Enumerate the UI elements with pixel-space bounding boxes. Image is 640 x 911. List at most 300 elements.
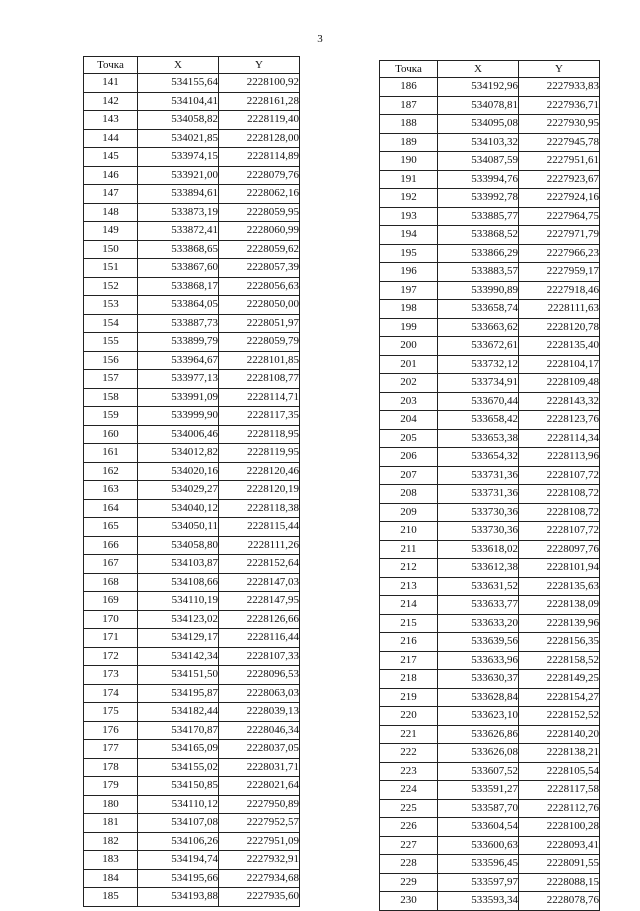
cell-y: 2228156,35 [519,633,600,652]
cell-x: 534078,81 [438,96,519,115]
table-row [380,873,600,892]
cell-y: 2228119,95 [219,444,300,463]
cell-y: 2228114,71 [219,388,300,407]
cell-x: 533731,36 [438,466,519,485]
table-row [84,333,300,352]
cell-point: 170 [84,610,138,629]
cell-point: 148 [84,203,138,222]
cell-point: 205 [380,429,438,448]
cell-x: 533883,57 [438,263,519,282]
table-row [380,596,600,615]
cell-y: 2228060,99 [219,222,300,241]
cell-y: 2228059,95 [219,203,300,222]
cell-point: 222 [380,744,438,763]
cell-point: 171 [84,629,138,648]
table-row [380,485,600,504]
cell-y: 2228050,00 [219,296,300,315]
table-row [380,337,600,356]
cell-x: 534123,02 [138,610,219,629]
cell-x: 533921,00 [138,166,219,185]
cell-point: 191 [380,170,438,189]
cell-x: 533663,62 [438,318,519,337]
cell-y: 2228037,05 [219,740,300,759]
cell-y: 2227933,83 [519,78,600,97]
table-header-row [84,57,300,74]
cell-point: 154 [84,314,138,333]
cell-point: 155 [84,333,138,352]
cell-point: 227 [380,836,438,855]
cell-x: 533885,77 [438,207,519,226]
cell-point: 161 [84,444,138,463]
cell-x: 533894,61 [138,185,219,204]
table-row [84,388,300,407]
table-row [84,444,300,463]
cell-x: 534107,08 [138,814,219,833]
table-row [84,721,300,740]
table-row [84,148,300,167]
cell-x: 534142,34 [138,647,219,666]
table-row [380,429,600,448]
table-row [380,725,600,744]
cell-x: 533964,67 [138,351,219,370]
table-row [84,555,300,574]
cell-x: 533653,38 [438,429,519,448]
cell-point: 225 [380,799,438,818]
cell-y: 2228118,38 [219,499,300,518]
cell-x: 533872,41 [138,222,219,241]
cell-point: 221 [380,725,438,744]
table-row [380,318,600,337]
cell-y: 2228093,41 [519,836,600,855]
cell-y: 2228031,71 [219,758,300,777]
table-row [380,226,600,245]
cell-point: 187 [380,96,438,115]
cell-y: 2228119,40 [219,111,300,130]
cell-point: 184 [84,869,138,888]
table-row [380,670,600,689]
cell-y: 2228111,63 [519,300,600,319]
cell-point: 226 [380,818,438,837]
cell-point: 185 [84,888,138,907]
table-row [84,462,300,481]
cell-point: 150 [84,240,138,259]
cell-point: 218 [380,670,438,689]
cell-x: 533607,52 [438,762,519,781]
cell-point: 212 [380,559,438,578]
cell-point: 198 [380,300,438,319]
cell-point: 165 [84,518,138,537]
cell-point: 168 [84,573,138,592]
cell-point: 194 [380,226,438,245]
cell-point: 209 [380,503,438,522]
cell-x: 534058,80 [138,536,219,555]
cell-x: 533631,52 [438,577,519,596]
table-row [380,836,600,855]
table-row [380,799,600,818]
cell-y: 2228056,63 [219,277,300,296]
cell-point: 153 [84,296,138,315]
table-row [380,207,600,226]
coordinates-table-right [379,60,600,911]
cell-y: 2228135,40 [519,337,600,356]
table-row [84,277,300,296]
table-row [380,448,600,467]
table-row [380,707,600,726]
cell-x: 533730,36 [438,522,519,541]
cell-x: 533868,65 [138,240,219,259]
cell-x: 533600,63 [438,836,519,855]
cell-y: 2227932,91 [219,851,300,870]
table-row [84,573,300,592]
cell-point: 176 [84,721,138,740]
cell-point: 219 [380,688,438,707]
cell-y: 2228109,48 [519,374,600,393]
cell-y: 2228118,95 [219,425,300,444]
cell-y: 2228062,16 [219,185,300,204]
cell-point: 163 [84,481,138,500]
cell-point: 215 [380,614,438,633]
cell-point: 141 [84,74,138,93]
cell-point: 193 [380,207,438,226]
cell-point: 202 [380,374,438,393]
cell-x: 533633,96 [438,651,519,670]
cell-y: 2228108,77 [219,370,300,389]
cell-y: 2228097,76 [519,540,600,559]
cell-y: 2228046,34 [219,721,300,740]
table-row [84,259,300,278]
cell-x: 533974,15 [138,148,219,167]
cell-y: 2227952,57 [219,814,300,833]
cell-point: 174 [84,684,138,703]
table-row [84,481,300,500]
cell-x: 533626,08 [438,744,519,763]
table-row [84,888,300,907]
table-row [84,703,300,722]
cell-y: 2228100,28 [519,818,600,837]
cell-point: 143 [84,111,138,130]
table-row [380,614,600,633]
cell-y: 2228108,72 [519,503,600,522]
cell-x: 534182,44 [138,703,219,722]
table-row [84,74,300,93]
cell-x: 533866,29 [438,244,519,263]
cell-y: 2228143,32 [519,392,600,411]
cell-y: 2228101,85 [219,351,300,370]
table-row [380,133,600,152]
cell-point: 206 [380,448,438,467]
cell-x: 534095,08 [438,115,519,134]
table-row [84,832,300,851]
table-row [84,758,300,777]
table-row [380,577,600,596]
cell-x: 533658,42 [438,411,519,430]
table-row [380,651,600,670]
cell-point: 180 [84,795,138,814]
cell-y: 2228063,03 [219,684,300,703]
cell-x: 534040,12 [138,499,219,518]
cell-x: 533991,09 [138,388,219,407]
table-row [380,244,600,263]
cell-x: 533899,79 [138,333,219,352]
cell-x: 533623,10 [438,707,519,726]
cell-y: 2227971,79 [519,226,600,245]
table-row [84,203,300,222]
table-row [380,152,600,171]
cell-y: 2228107,72 [519,466,600,485]
cell-point: 211 [380,540,438,559]
table-row [380,892,600,911]
cell-y: 2228138,21 [519,744,600,763]
cell-x: 534170,87 [138,721,219,740]
cell-point: 179 [84,777,138,796]
table-row [380,540,600,559]
cell-y: 2228123,76 [519,411,600,430]
cell-point: 224 [380,781,438,800]
cell-y: 2228112,76 [519,799,600,818]
cell-x: 533670,44 [438,392,519,411]
table-row [84,814,300,833]
table-row [84,777,300,796]
cell-y: 2228051,97 [219,314,300,333]
cell-point: 181 [84,814,138,833]
cell-x: 534108,66 [138,573,219,592]
cell-point: 213 [380,577,438,596]
cell-y: 2227930,95 [519,115,600,134]
table-row [380,744,600,763]
cell-y: 2228100,92 [219,74,300,93]
cell-point: 169 [84,592,138,611]
table-row [84,222,300,241]
cell-point: 188 [380,115,438,134]
table-row [84,684,300,703]
cell-y: 2228128,00 [219,129,300,148]
cell-point: 164 [84,499,138,518]
cell-x: 534165,09 [138,740,219,759]
cell-x: 534129,17 [138,629,219,648]
cell-y: 2227934,68 [219,869,300,888]
cell-x: 534193,88 [138,888,219,907]
cell-y: 2227924,16 [519,189,600,208]
cell-x: 533618,02 [438,540,519,559]
table-row [380,281,600,300]
cell-x: 533730,36 [438,503,519,522]
cell-x: 533612,38 [438,559,519,578]
cell-y: 2228154,27 [519,688,600,707]
cell-point: 220 [380,707,438,726]
cell-x: 533977,13 [138,370,219,389]
cell-y: 2228140,20 [519,725,600,744]
cell-y: 2228114,34 [519,429,600,448]
cell-point: 158 [84,388,138,407]
cell-x: 533994,76 [438,170,519,189]
cell-x: 534058,82 [138,111,219,130]
cell-y: 2228135,63 [519,577,600,596]
cell-x: 534110,19 [138,592,219,611]
table-row [84,536,300,555]
cell-y: 2228139,96 [519,614,600,633]
cell-y: 2228117,35 [219,407,300,426]
cell-y: 2228149,25 [519,670,600,689]
cell-x: 534050,11 [138,518,219,537]
cell-x: 533628,84 [438,688,519,707]
cell-point: 167 [84,555,138,574]
header-x: X [138,57,219,74]
table-row [84,296,300,315]
cell-point: 200 [380,337,438,356]
cell-x: 534106,26 [138,832,219,851]
cell-point: 145 [84,148,138,167]
cell-point: 217 [380,651,438,670]
cell-y: 2228120,78 [519,318,600,337]
table-row [380,559,600,578]
cell-x: 534155,64 [138,74,219,93]
table-row [84,869,300,888]
table-row [380,355,600,374]
cell-x: 533654,32 [438,448,519,467]
cell-y: 2227945,78 [519,133,600,152]
cell-x: 534150,85 [138,777,219,796]
cell-point: 186 [380,78,438,97]
cell-x: 534151,50 [138,666,219,685]
table-row [84,740,300,759]
table-row [84,666,300,685]
cell-point: 151 [84,259,138,278]
cell-point: 177 [84,740,138,759]
cell-x: 533999,90 [138,407,219,426]
cell-x: 534012,82 [138,444,219,463]
cell-point: 216 [380,633,438,652]
cell-x: 534192,96 [438,78,519,97]
table-row [84,629,300,648]
table-row [380,781,600,800]
table-header-row [380,61,600,78]
cell-y: 2228152,64 [219,555,300,574]
header-x: X [438,61,519,78]
cell-x: 533593,34 [438,892,519,911]
cell-point: 147 [84,185,138,204]
cell-x: 533626,86 [438,725,519,744]
cell-y: 2228138,09 [519,596,600,615]
cell-y: 2228088,15 [519,873,600,892]
cell-x: 533587,70 [438,799,519,818]
cell-y: 2228114,89 [219,148,300,167]
cell-point: 207 [380,466,438,485]
cell-x: 534087,59 [438,152,519,171]
table-row [84,166,300,185]
cell-point: 152 [84,277,138,296]
table-row [84,370,300,389]
cell-y: 2227964,75 [519,207,600,226]
table-row [380,189,600,208]
cell-x: 533734,91 [438,374,519,393]
cell-y: 2228158,52 [519,651,600,670]
cell-point: 203 [380,392,438,411]
table-row [84,518,300,537]
cell-y: 2228147,03 [219,573,300,592]
cell-y: 2227966,23 [519,244,600,263]
cell-x: 533992,78 [438,189,519,208]
header-y: Y [219,57,300,74]
cell-point: 229 [380,873,438,892]
table-row [84,240,300,259]
cell-point: 192 [380,189,438,208]
cell-point: 162 [84,462,138,481]
table-row [84,425,300,444]
cell-y: 2228161,28 [219,92,300,111]
cell-point: 173 [84,666,138,685]
cell-point: 160 [84,425,138,444]
table-row [380,374,600,393]
cell-x: 533731,36 [438,485,519,504]
table-row [380,115,600,134]
cell-y: 2228021,64 [219,777,300,796]
cell-x: 533630,37 [438,670,519,689]
cell-point: 199 [380,318,438,337]
header-point: Точка [380,61,438,78]
cell-x: 533633,77 [438,596,519,615]
cell-point: 144 [84,129,138,148]
cell-x: 533732,12 [438,355,519,374]
cell-x: 533868,17 [138,277,219,296]
cell-y: 2227936,71 [519,96,600,115]
cell-y: 2228120,46 [219,462,300,481]
table-row [84,795,300,814]
cell-y: 2228107,72 [519,522,600,541]
table-row [380,818,600,837]
cell-y: 2228057,39 [219,259,300,278]
cell-y: 2228115,44 [219,518,300,537]
cell-x: 534103,87 [138,555,219,574]
cell-y: 2228104,17 [519,355,600,374]
table-row [84,111,300,130]
cell-x: 533639,56 [438,633,519,652]
cell-point: 178 [84,758,138,777]
cell-y: 2228117,58 [519,781,600,800]
cell-x: 534155,02 [138,758,219,777]
cell-point: 183 [84,851,138,870]
cell-y: 2228105,54 [519,762,600,781]
cell-y: 2227951,61 [519,152,600,171]
cell-y: 2228078,76 [519,892,600,911]
cell-x: 533672,61 [438,337,519,356]
table-row [380,300,600,319]
cell-x: 533887,73 [138,314,219,333]
cell-point: 190 [380,152,438,171]
cell-x: 534103,32 [438,133,519,152]
cell-y: 2228039,13 [219,703,300,722]
table-row [84,351,300,370]
table-row [380,170,600,189]
cell-x: 533658,74 [438,300,519,319]
cell-point: 146 [84,166,138,185]
table-row [380,466,600,485]
cell-point: 189 [380,133,438,152]
table-row [380,411,600,430]
cell-y: 2228107,33 [219,647,300,666]
cell-y: 2228116,44 [219,629,300,648]
cell-x: 533864,05 [138,296,219,315]
cell-x: 534110,12 [138,795,219,814]
cell-x: 534195,66 [138,869,219,888]
cell-y: 2227935,60 [219,888,300,907]
cell-y: 2227918,46 [519,281,600,300]
table-row [380,96,600,115]
table-row [84,92,300,111]
table-row [84,592,300,611]
cell-point: 175 [84,703,138,722]
cell-y: 2228091,55 [519,855,600,874]
cell-point: 159 [84,407,138,426]
